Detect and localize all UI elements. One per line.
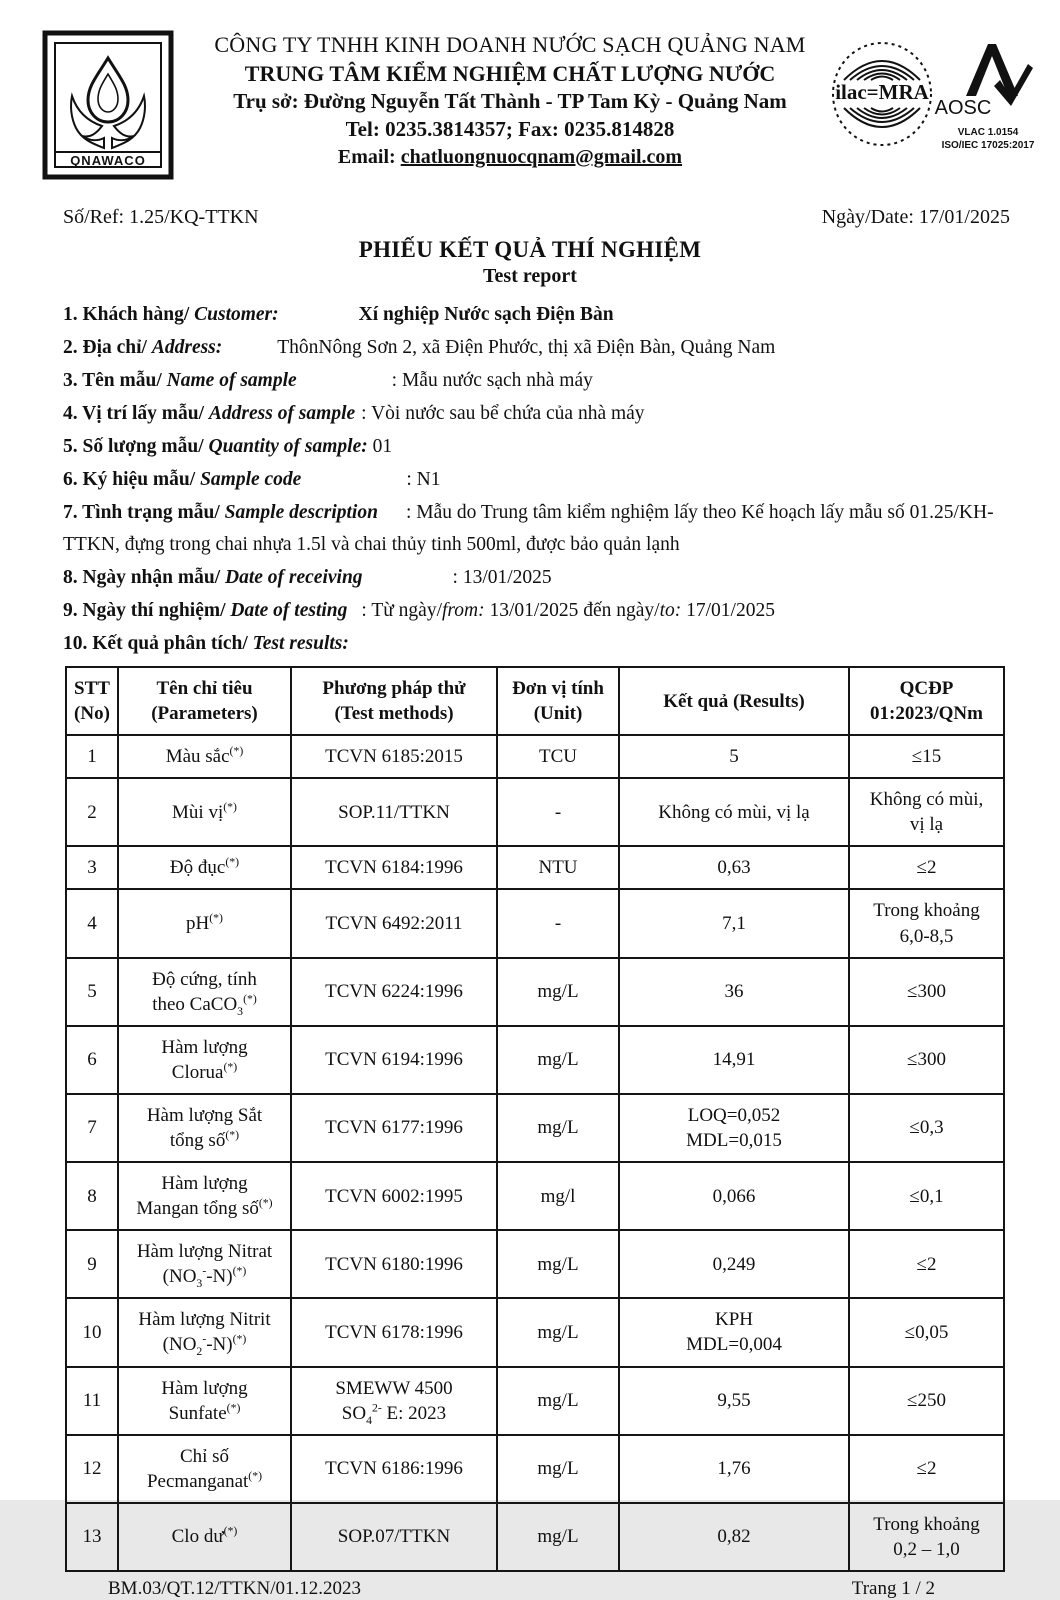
- row-number: [66, 1094, 118, 1162]
- ilac-mra-icon: [830, 40, 934, 148]
- text-segment: 1: [87, 746, 97, 768]
- info-label-vn: 4. Vị trí lấy mẫu/: [63, 403, 209, 424]
- table-row: [66, 1230, 1004, 1298]
- footer-page-number: Trang 1 / 2: [851, 1578, 935, 1600]
- info-label-vn: 6. Ký hiệu mẫu/: [63, 469, 201, 490]
- info-value: [361, 403, 644, 424]
- info-label-vn: 7. Tình trạng mẫu/: [63, 502, 225, 523]
- info-line: [63, 299, 1010, 331]
- unit-cell: [497, 1435, 619, 1503]
- text-segment: KPH: [714, 1309, 753, 1331]
- limit-cell: [849, 1298, 1004, 1366]
- result-cell: [619, 1503, 849, 1571]
- text-segment: SMEWW 4500: [335, 1377, 453, 1399]
- unit-cell: [497, 1094, 619, 1162]
- table-row: [66, 958, 1004, 1026]
- row-number: [66, 846, 118, 889]
- parameter-cell: [118, 1094, 291, 1162]
- table-row: [66, 846, 1004, 889]
- result-cell: [619, 1026, 849, 1094]
- text-segment: 9,55: [717, 1390, 751, 1412]
- text-segment: TCVN 6492:2011: [325, 913, 463, 934]
- text-segment: mg/L: [537, 1526, 579, 1548]
- table-row: [66, 1026, 1004, 1094]
- result-cell: [619, 1230, 849, 1298]
- parameter-cell: [118, 846, 291, 889]
- header-text-block: [190, 26, 830, 170]
- text-segment: 0,82: [717, 1526, 751, 1548]
- aosc-logo: [936, 34, 1040, 152]
- parameter-cell: [118, 889, 291, 957]
- text-segment: vị lạ: [909, 814, 944, 836]
- results-table-head: [66, 667, 1004, 735]
- text-segment: TCVN 6178:1996: [325, 1321, 463, 1343]
- parameter-cell: [118, 1026, 291, 1094]
- tel-fax-line: Tel: 0235.3814357; Fax: 0235.814828: [345, 116, 675, 141]
- parameter-cell: [118, 1230, 291, 1298]
- column-header: Đơn vị tính (Unit): [497, 667, 619, 735]
- text-segment: 0,249: [712, 1253, 756, 1275]
- limit-cell: [849, 1367, 1004, 1435]
- text-segment: E: 2023: [381, 1402, 447, 1424]
- method-cell: [291, 1094, 497, 1162]
- method-cell: [291, 1435, 497, 1503]
- method-cell: [291, 1162, 497, 1230]
- text-segment: 5: [87, 981, 97, 1003]
- row-number: [66, 1230, 118, 1298]
- method-cell: [291, 1230, 497, 1298]
- text-segment: Hàm lượng: [161, 1036, 248, 1058]
- info-label-en: Address:: [151, 337, 223, 358]
- result-cell: [619, 1094, 849, 1162]
- parameter-cell: [118, 1298, 291, 1366]
- limit-cell: [849, 1230, 1004, 1298]
- table-row: [66, 778, 1004, 846]
- text-segment: TCU: [539, 746, 577, 768]
- text-segment: 3: [237, 1004, 244, 1018]
- column-header: Tên chỉ tiêu (Parameters): [118, 667, 291, 735]
- qnawaco-logo: [42, 26, 190, 180]
- result-cell: [619, 778, 849, 846]
- info-label-en: Quantity of sample:: [208, 436, 368, 457]
- email-label: Email:: [337, 145, 396, 168]
- row-number: [66, 889, 118, 957]
- table-row: [66, 1503, 1004, 1571]
- info-label-en: Date of receiving: [225, 567, 363, 588]
- limit-cell: [849, 735, 1004, 778]
- text-segment: -: [202, 1333, 207, 1347]
- text-segment: 0,2 – 1,0: [893, 1538, 960, 1560]
- table-row: [66, 1435, 1004, 1503]
- text-segment: 5: [729, 746, 739, 768]
- text-segment: : Từ ngày/: [361, 600, 443, 621]
- text-segment: ≤2: [916, 1253, 937, 1275]
- parameter-cell: [118, 1162, 291, 1230]
- parameter-cell: [118, 735, 291, 778]
- text-segment: (*): [223, 1525, 238, 1539]
- text-segment: SOP.11/TTKN: [338, 801, 450, 823]
- info-line: [63, 628, 1010, 660]
- text-segment: -: [202, 1265, 207, 1278]
- method-cell: [291, 958, 497, 1026]
- page-title: PHIẾU KẾT QUẢ THÍ NGHIỆM: [358, 237, 702, 262]
- results-table: [65, 666, 1005, 1572]
- text-segment: 3: [196, 1277, 203, 1291]
- parameter-cell: [118, 778, 291, 846]
- text-segment: mg/L: [537, 1117, 579, 1139]
- results-table-body: [66, 735, 1004, 1571]
- result-cell: [619, 958, 849, 1026]
- unit-cell: [497, 778, 619, 846]
- text-segment: 13/01/2025 đến ngày/: [484, 600, 660, 621]
- row-number: [66, 1026, 118, 1094]
- text-segment: TCVN 6186:1996: [325, 1458, 463, 1480]
- unit-cell: [497, 889, 619, 957]
- text-segment: 2: [196, 1345, 203, 1359]
- text-segment: (*): [258, 1196, 273, 1210]
- page-footer: [0, 1572, 1060, 1600]
- text-segment: ≤0,05: [904, 1321, 949, 1343]
- parameter-cell: [118, 1435, 291, 1503]
- text-segment: mg/L: [537, 981, 579, 1003]
- text-segment: mg/L: [537, 1321, 579, 1343]
- text-segment: Không có mùi, vị lạ: [658, 801, 810, 823]
- info-label-vn: 2. Địa chỉ/: [63, 337, 152, 358]
- unit-cell: [497, 735, 619, 778]
- text-segment: 3: [87, 857, 97, 879]
- text-segment: : Mẫu do Trung tâm kiểm nghiệm lấy theo Kế hoạch lấy mẫu số 01.25/KH-TTKN, đựng trong chai nhựa 1.5l và chai thủy tinh 500ml, được bảo quản lạnh: [63, 502, 994, 555]
- limit-cell: [849, 778, 1004, 846]
- accreditation-logos: [830, 26, 1042, 152]
- limit-cell: [849, 958, 1004, 1026]
- text-segment: 36: [724, 981, 744, 1003]
- info-line: [63, 562, 1010, 594]
- method-cell: [291, 1503, 497, 1571]
- text-segment: (*): [232, 1333, 247, 1347]
- vlac-code: VLAC 1.0154: [957, 127, 1019, 138]
- text-segment: -N): [206, 1266, 233, 1288]
- info-label-en: Sample description: [224, 502, 378, 523]
- method-cell: [291, 1298, 497, 1366]
- text-segment: 6,0-8,5: [899, 925, 954, 947]
- info-value: [406, 469, 440, 490]
- info-label-en: Sample code: [200, 469, 302, 490]
- text-segment: from:: [442, 600, 485, 621]
- text-segment: : Vòi nước sau bể chứa của nhà máy: [361, 403, 645, 424]
- row-number: [66, 1503, 118, 1571]
- text-segment: ≤0,1: [909, 1185, 944, 1207]
- info-label-vn: 3. Tên mẫu/: [63, 370, 167, 391]
- text-segment: (*): [223, 800, 237, 814]
- text-segment: TCVN 6184:1996: [325, 857, 463, 879]
- text-segment: 17/01/2025: [681, 600, 775, 621]
- row-number: [66, 778, 118, 846]
- text-segment: -: [554, 801, 562, 823]
- text-segment: Hàm lượng: [161, 1377, 248, 1399]
- result-cell: [619, 1367, 849, 1435]
- result-cell: [619, 1298, 849, 1366]
- method-cell: [291, 1026, 497, 1094]
- text-segment: 8: [87, 1185, 97, 1207]
- text-segment: 2: [87, 801, 97, 823]
- text-segment: pH: [186, 913, 210, 934]
- table-row: [66, 1367, 1004, 1435]
- report-date: Ngày/Date: 17/01/2025: [821, 206, 1010, 228]
- text-segment: 4: [87, 913, 97, 934]
- text-segment: ThônNông Sơn 2, xã Điện Phước, thị xã Điện Bàn, Quảng Nam: [277, 337, 776, 358]
- method-cell: [291, 846, 497, 889]
- text-segment: Mangan tổng số: [136, 1198, 259, 1220]
- text-segment: mg/L: [537, 1390, 579, 1412]
- column-header: STT (No): [66, 667, 118, 735]
- text-segment: Mùi vị: [172, 801, 224, 823]
- info-value: [277, 337, 775, 358]
- info-label-en: Name of sample: [166, 370, 297, 391]
- ref-number: Số/Ref: 1.25/KQ-TTKN: [63, 206, 259, 228]
- text-segment: 01: [367, 436, 393, 457]
- unit-cell: [497, 846, 619, 889]
- text-segment: (NO: [162, 1334, 197, 1356]
- table-row: [66, 1298, 1004, 1366]
- info-value: [359, 304, 614, 325]
- info-label-vn: 1. Khách hàng/: [63, 304, 195, 325]
- text-segment: 12: [82, 1458, 102, 1480]
- text-segment: 0,066: [712, 1185, 756, 1207]
- parameter-cell: [118, 958, 291, 1026]
- row-number: [66, 735, 118, 778]
- table-row: [66, 1162, 1004, 1230]
- info-line: [63, 398, 1010, 430]
- text-segment: Độ cứng, tính: [152, 968, 257, 990]
- text-segment: 1,76: [717, 1458, 751, 1480]
- info-label-en: Customer:: [194, 304, 279, 325]
- unit-cell: [497, 1503, 619, 1571]
- info-label-vn: 5. Số lượng mẫu/: [63, 436, 209, 457]
- info-value: [361, 600, 775, 621]
- text-segment: Không có mùi,: [869, 789, 984, 811]
- text-segment: TCVN 6002:1995: [325, 1185, 463, 1207]
- text-segment: : Mẫu nước sạch nhà máy: [391, 370, 593, 391]
- text-segment: -N): [206, 1334, 233, 1356]
- text-segment: mg/l: [540, 1185, 576, 1207]
- info-line: [63, 464, 1010, 496]
- text-segment: 4: [366, 1413, 372, 1427]
- text-segment: theo CaCO: [152, 993, 238, 1015]
- info-line: [63, 595, 1010, 627]
- text-segment: (*): [209, 911, 223, 925]
- method-cell: [291, 735, 497, 778]
- info-line: [63, 332, 1010, 364]
- text-segment: SOP.07/TTKN: [337, 1526, 451, 1548]
- text-segment: LOQ=0,052: [687, 1104, 781, 1126]
- ilac-mra-text: ilac=MRA: [835, 80, 929, 104]
- parameter-cell: [118, 1367, 291, 1435]
- text-segment: 11: [82, 1390, 102, 1412]
- text-segment: TCVN 6194:1996: [325, 1049, 463, 1071]
- table-row: [66, 735, 1004, 778]
- text-segment: 2-: [371, 1401, 382, 1415]
- text-segment: Màu sắc: [165, 746, 230, 768]
- result-cell: [619, 1435, 849, 1503]
- text-segment: 7,1: [722, 913, 746, 934]
- table-row: [66, 889, 1004, 957]
- text-segment: 14,91: [712, 1049, 756, 1071]
- info-value: [368, 436, 392, 457]
- info-label-vn: 8. Ngày nhận mẫu/: [63, 567, 225, 588]
- text-segment: ≤2: [916, 1458, 937, 1480]
- limit-cell: [849, 1162, 1004, 1230]
- row-number: [66, 1367, 118, 1435]
- info-label-vn: 9. Ngày thí nghiệm/: [63, 600, 231, 621]
- text-segment: (*): [225, 1128, 240, 1142]
- text-segment: mg/L: [537, 1253, 579, 1275]
- text-segment: ≤15: [911, 746, 942, 768]
- limit-cell: [849, 1503, 1004, 1571]
- limit-cell: [849, 1435, 1004, 1503]
- text-segment: (*): [243, 992, 257, 1006]
- column-header: Kết quả (Results): [619, 667, 849, 735]
- info-value: [453, 567, 552, 588]
- limit-cell: [849, 1094, 1004, 1162]
- unit-cell: [497, 958, 619, 1026]
- text-segment: Trong khoảng: [873, 1513, 980, 1535]
- text-segment: 7: [87, 1117, 97, 1139]
- result-cell: [619, 889, 849, 957]
- result-cell: [619, 1162, 849, 1230]
- row-number: [66, 1298, 118, 1366]
- method-cell: [291, 1367, 497, 1435]
- text-segment: (*): [225, 856, 240, 870]
- document-header: [0, 0, 1060, 180]
- text-segment: MDL=0,015: [686, 1130, 782, 1152]
- text-segment: ≤250: [907, 1390, 946, 1412]
- sample-info-list: [0, 288, 1060, 660]
- text-segment: NTU: [538, 857, 578, 879]
- qnawaco-stamp-icon: [42, 30, 174, 180]
- text-segment: TCVN 6177:1996: [325, 1117, 463, 1139]
- svg-text:QNAWACO: QNAWACO: [70, 153, 146, 168]
- info-label-vn: 10. Kết quả phân tích/: [63, 633, 253, 654]
- unit-cell: [497, 1230, 619, 1298]
- table-header-row: [66, 667, 1004, 735]
- head-office-address: Trụ sở: Đường Nguyễn Tất Thành - TP Tam Kỳ - Quảng Nam: [233, 89, 787, 114]
- column-header: QCĐP 01:2023/QNm: [849, 667, 1004, 735]
- text-segment: ≤300: [907, 1049, 946, 1071]
- text-segment: (*): [248, 1469, 263, 1483]
- text-segment: TCVN 6224:1996: [325, 981, 463, 1003]
- text-segment: Pecmanganat: [146, 1470, 249, 1492]
- text-segment: : 13/01/2025: [452, 567, 552, 588]
- text-segment: TCVN 6180:1996: [325, 1253, 463, 1275]
- text-segment: 13: [82, 1526, 102, 1548]
- center-name: TRUNG TÂM KIỂM NGHIỆM CHẤT LƯỢNG NƯỚC: [244, 61, 776, 87]
- info-label-en: Date of testing: [230, 600, 348, 621]
- row-number: [66, 1162, 118, 1230]
- aosc-mark-icon: [936, 34, 1040, 122]
- text-segment: Sunfate: [168, 1402, 227, 1424]
- text-segment: Hàm lượng: [161, 1173, 248, 1195]
- table-row: [66, 1094, 1004, 1162]
- text-segment: to:: [659, 600, 682, 621]
- column-header: Phương pháp thử (Test methods): [291, 667, 497, 735]
- text-segment: Clo dư: [171, 1526, 224, 1548]
- info-label-en: Test results:: [252, 633, 349, 654]
- info-line: [63, 431, 1010, 463]
- text-segment: (*): [232, 1265, 247, 1278]
- result-cell: [619, 735, 849, 778]
- text-segment: -: [554, 913, 562, 934]
- text-segment: mg/L: [537, 1458, 579, 1480]
- info-value: [392, 370, 593, 391]
- email-line: [190, 144, 830, 170]
- text-segment: (*): [226, 1401, 241, 1415]
- email-address-link[interactable]: chatluongnuocqnam@gmail.com: [400, 145, 683, 168]
- text-segment: Chỉ số: [179, 1445, 230, 1467]
- unit-cell: [497, 1162, 619, 1230]
- text-segment: ≤300: [907, 981, 946, 1003]
- text-segment: (NO: [162, 1266, 197, 1288]
- method-cell: [291, 778, 497, 846]
- text-segment: Clorua: [171, 1061, 224, 1083]
- info-line: [63, 497, 1010, 561]
- method-cell: [291, 889, 497, 957]
- limit-cell: [849, 889, 1004, 957]
- text-segment: (*): [223, 1060, 238, 1074]
- text-segment: Xí nghiệp Nước sạch Điện Bàn: [358, 304, 614, 325]
- text-segment: MDL=0,004: [686, 1334, 782, 1356]
- limit-cell: [849, 1026, 1004, 1094]
- text-segment: 9: [87, 1253, 97, 1275]
- info-label-en: Address of sample: [208, 403, 356, 424]
- text-segment: mg/L: [537, 1049, 579, 1071]
- info-line: [63, 365, 1010, 397]
- text-segment: : N1: [406, 469, 441, 490]
- page-subtitle: Test report: [483, 265, 577, 287]
- text-segment: Hàm lượng Nitrat: [136, 1241, 273, 1263]
- unit-cell: [497, 1026, 619, 1094]
- result-cell: [619, 846, 849, 889]
- row-number: [66, 958, 118, 1026]
- limit-cell: [849, 846, 1004, 889]
- text-segment: Trong khoảng: [873, 900, 980, 922]
- text-segment: SO: [341, 1402, 367, 1424]
- text-segment: ≤2: [916, 857, 937, 879]
- text-segment: 0,63: [717, 857, 751, 879]
- footer-form-code: BM.03/QT.12/TTKN/01.12.2023: [108, 1578, 361, 1600]
- text-segment: ≤0,3: [909, 1117, 944, 1139]
- text-segment: TCVN 6185:2015: [325, 746, 463, 768]
- iso-standard: ISO/IEC 17025:2017: [941, 139, 1035, 151]
- unit-cell: [497, 1367, 619, 1435]
- meta-row: [0, 180, 1060, 229]
- unit-cell: [497, 1298, 619, 1366]
- aosc-text: AOSC: [934, 97, 992, 119]
- text-segment: Hàm lượng Nitrit: [138, 1309, 271, 1331]
- text-segment: Hàm lượng Sắt: [146, 1104, 263, 1126]
- text-segment: (*): [229, 744, 244, 758]
- text-segment: 10: [82, 1321, 102, 1343]
- text-segment: Độ đục: [169, 857, 226, 879]
- company-name: CÔNG TY TNHH KINH DOANH NƯỚC SẠCH QUẢNG NAM: [214, 32, 806, 57]
- row-number: [66, 1435, 118, 1503]
- parameter-cell: [118, 1503, 291, 1571]
- text-segment: tổng số: [169, 1130, 226, 1152]
- text-segment: 6: [87, 1049, 97, 1071]
